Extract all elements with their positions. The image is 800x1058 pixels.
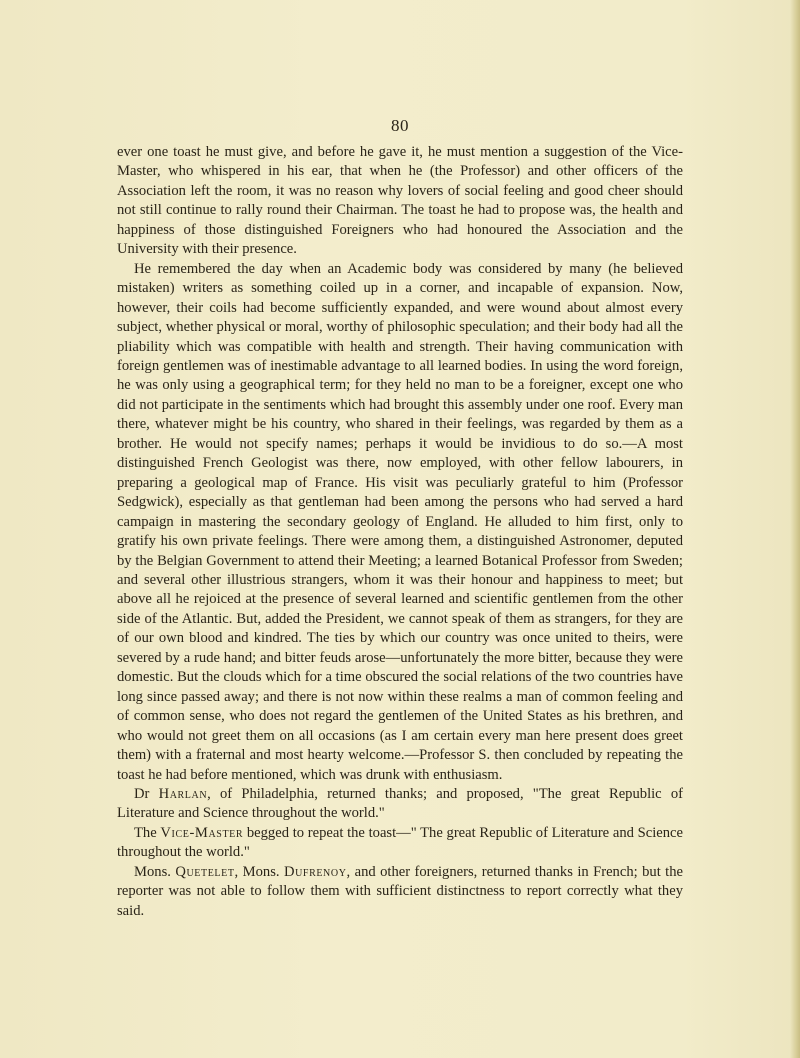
page-edge-shadow (790, 0, 800, 1058)
paragraph-foreigners (117, 863, 683, 921)
speaker-prefix: Dr (134, 785, 159, 802)
paragraph-sedgwick-speech: He remembered the day when an Academic body was considered by many (he believed mistaken) writers as something coiled up in a corner, and incapable of expansion. Now, however, their coils had become sufficiently expanded, and were wound about almost every subject, whether physical or moral, worthy of philosophic speculation; and their body had all the pliability which was compatible with health and strength. Their having communication with foreign gentlemen was of inestimable advantage to all learned bodies. In using the word foreign, he was only using a geographical term; for they held no man to be a foreigner, except one who did not participate in the sentiments which had brought this assembly under one roof. Every man there, whatever might be his country, who shared in their feelings, was regarded by them as a brother. He would not specify names; perhaps it would be invidious to do so.—A most distinguished French Geologist was there, now employed, with other fellow labourers, in preparing a geological map of France. His visit was peculiarly grateful to him (Professor Sedgwick), especially as that gentleman had been among the persons who had served a hard campaign in mastering the secondary geology of England. He alluded to him first, only to gratify his own private feelings. There were among them, a distinguished Astronomer, deputed by the Belgian Government to attend their Meeting; a learned Botanical Professor from Sweden; and several other illustrious strangers, whom it was their honour and happiness to meet; but above all he rejoiced at the presence of several learned and scientific gentlemen from the other side of the Atlantic. But, added the President, we cannot speak of them as strangers, for they are of our own blood and kindred. The ties by which our country was once united to theirs, were severed by a rude hand; and bitter feuds arose—unfortunately the more bitter, because they were domestic. But the clouds which for a time obscured the social relations of the two countries have long since passed away; and there is not now within these realms a man of common feeling and of common sense, who does not regard the gentlemen of the United States as his brethren, and who would not greet them on all occasions (as I am certain every man here present does greet them) with a fraternal and most hearty welcome.—Professor S. then concluded by repeating the toast he had before mentioned, which was drunk with enthusiasm. (117, 260, 683, 783)
paragraph-text: , and other foreigners, returned thanks in French; but the reporter was not able to follow them with sufficient distinctness to report correctly what they said. (117, 863, 684, 919)
paragraph-vice-master (117, 824, 683, 863)
speaker-name: Harlan (158, 785, 208, 802)
paragraph-continuation: ever one toast he must give, and before he gave it, he must mention a suggestion of the Vice-Master, who whispered in his ear, that when he (the Professor) and other officers of the Association left the room, it was no reason why lovers of social feeling and good cheer should not still continue to rally round their Chairman. The toast he had to propose was, the health and happiness of those distinguished Foreigners who had honoured the Association and the University with their presence. (117, 144, 683, 258)
speaker-name: Quetelet (175, 863, 235, 880)
paragraph-text: begged to repeat the toast—" The great Republic of Literature and Science throughout the world." (117, 824, 683, 861)
speaker-name-2: Dufrenoy (283, 863, 347, 880)
paragraph-harlan (117, 785, 683, 824)
speaker-prefix: Mons. (134, 863, 176, 880)
speaker-separator: , Mons. (234, 863, 284, 880)
speaker-prefix: The (134, 824, 161, 841)
page-number: 80 (391, 116, 409, 135)
paragraph-text: , of Philadelphia, returned thanks; and proposed, "The great Republic of Literature and Science throughout the world." (117, 785, 683, 822)
speaker-name: Vice-Master (160, 824, 244, 841)
body-text (117, 143, 683, 921)
